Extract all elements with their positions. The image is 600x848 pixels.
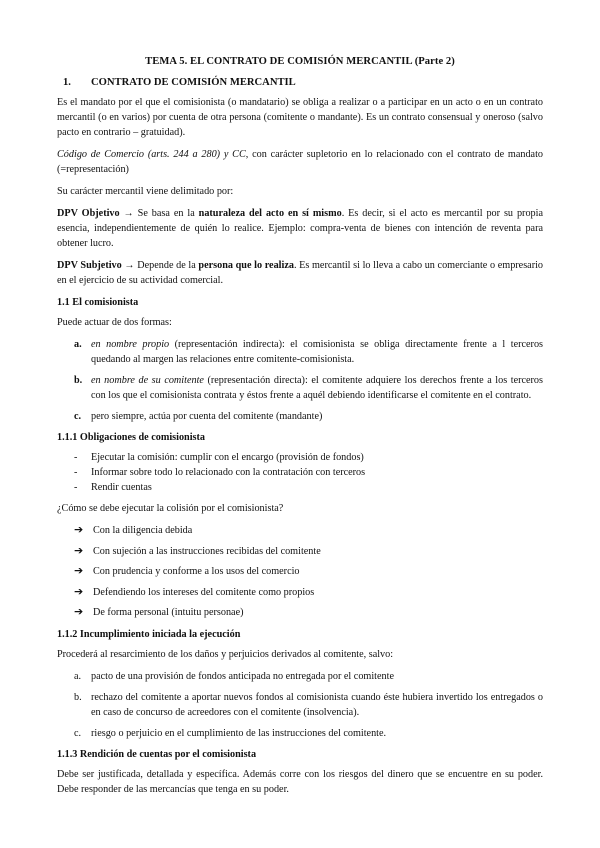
list-marker: c.	[74, 411, 82, 422]
subsection-lead-1-1-2: Procederá al resarcimiento de los daños y perjuicios derivados al comitente, salvo:	[57, 649, 394, 661]
dash-marker: -	[74, 452, 78, 463]
dash-marker: -	[74, 467, 78, 478]
list-item	[57, 523, 543, 538]
list-item	[57, 373, 543, 403]
list-item-text: rechazo del comitente a aportar nuevos fondos al comisionista cuando éste hubiera invertido los entregados o en caso de concurso de acreedores con el comitente (insolvencia).	[91, 692, 543, 719]
list-item-text: pero siempre, actúa por cuenta del comitente (mandante)	[91, 411, 323, 422]
list-item	[57, 450, 543, 465]
list-marker: b.	[74, 692, 82, 704]
execution-question: ¿Cómo se debe ejecutar la colisión por el comisionista?	[57, 503, 284, 514]
arrow-icon: ➔	[74, 564, 84, 578]
code-reference-paragraph	[57, 147, 543, 177]
document-page	[57, 54, 543, 804]
list-item-text: Ejecutar la comisión: cumplir con el encargo (provisión de fondos)	[91, 452, 364, 463]
dpv-subjective-paragraph	[57, 258, 543, 288]
definition-paragraph: Es el mandato por el que el comisionista (o mandatario) se obliga a realizar o a participar en un acto o en un contrato mercantil (o en varios) por cuenta de otra persona (comitente o mandante). Es un contrato consensual y oneroso (salvo pacto en contrario – gratuidad).	[57, 97, 543, 138]
execution-arrows-list	[57, 523, 543, 620]
list-item	[57, 409, 543, 424]
dpv-subjective-arrow-text: → Depende de la	[121, 260, 199, 271]
dpv-subjective-bold: persona que lo realiza	[198, 260, 294, 271]
list-item-italic: en nombre propio	[91, 339, 170, 350]
arrow-icon: ➔	[74, 605, 84, 619]
accounts-paragraph: Debe ser justificada, detallada y específica. Además corre con los riesgos del dinero que se encuentre en su poder. Debe responder de las mercancías que tenga en su poder.	[57, 769, 543, 796]
character-paragraph: Su carácter mercantil viene delimitado por:	[57, 186, 234, 197]
dpv-objective-label: DPV Objetivo	[57, 208, 120, 219]
list-marker: a.	[74, 671, 82, 683]
list-marker: c.	[74, 728, 82, 740]
list-item-text: pacto de una provisión de fondos anticipada no entregada por el comitente	[91, 671, 394, 683]
subsection-heading-1-1-2: 1.1.2 Incumplimiento iniciada la ejecución	[57, 629, 241, 641]
list-item-text: riesgo o perjuicio en el cumplimiento de las instrucciones del comitente.	[91, 728, 387, 740]
list-item	[57, 690, 543, 720]
list-item-text: Rendir cuentas	[91, 482, 152, 493]
list-item	[57, 605, 543, 620]
list-item-text: Defendiendo los intereses del comitente como propios	[93, 586, 315, 598]
dpv-subjective-rest: . Es mercantil si lo lleva a cabo un comerciante o empresario en el ejercicio de su actividad comercial.	[57, 260, 544, 286]
list-marker: a.	[74, 339, 82, 350]
dpv-objective-bold: naturaleza del acto en sí mismo	[198, 208, 342, 219]
list-item-text: Con sujeción a las instrucciones recibidas del comitente	[93, 545, 321, 557]
list-item	[57, 337, 543, 367]
dash-marker: -	[74, 482, 78, 493]
arrow-icon: ➔	[74, 584, 84, 598]
dpv-objective-paragraph	[57, 206, 543, 251]
exceptions-list	[57, 669, 543, 741]
arrow-icon: ➔	[74, 523, 84, 536]
subsection-heading-1-1-3: 1.1.3 Rendición de cuentas por el comisionista	[57, 749, 257, 761]
list-item-text: Con prudencia y conforme a los usos del comercio	[93, 566, 300, 578]
document-title: TEMA 5. EL CONTRATO DE COMISIÓN MERCANTIL (Parte 2)	[145, 56, 455, 67]
forms-list	[57, 337, 543, 424]
list-item	[57, 726, 543, 741]
subsection-heading-1-1-1: 1.1.1 Obligaciones de comisionista	[57, 432, 206, 443]
list-item	[57, 669, 543, 684]
list-item-text: (representación indirecta): el comisionista se obliga directamente frente a l terceros quedando al margen las relaciones entre comitente-comisionista.	[91, 339, 543, 365]
code-reference-rest: , con carácter supletorio en lo relacionado con el contrato de mandato (=representación)	[57, 149, 543, 175]
obligations-list	[57, 450, 543, 495]
subsection-heading-1-1: 1.1 El comisionista	[57, 297, 139, 308]
list-item	[57, 585, 543, 600]
list-item-italic: en nombre de su comitente	[91, 375, 204, 386]
list-item	[57, 465, 543, 480]
section-title: CONTRATO DE COMISIÓN MERCANTIL	[91, 77, 296, 88]
dpv-subjective-label: DPV Subjetivo	[57, 260, 122, 271]
arrow-icon: ➔	[74, 543, 84, 557]
list-marker: b.	[74, 375, 83, 386]
list-item-text: De forma personal (intuitu personae)	[93, 607, 244, 619]
list-item-text: (representación directa): el comitente adquiere los derechos frente a los terceros con los que el comisionista contrata y éstos frente a aquél debiendo identificarse el comitente en el contrato.	[91, 375, 543, 401]
list-item	[57, 544, 543, 559]
dpv-objective-rest: . Es decir, si el acto es mercantil por su propia esencia, independientemente de quién lo realice. Ejemplo: compra-venta de bienes con intención de reventa para obtener lucro.	[57, 208, 543, 249]
dpv-objective-arrow-text: → Se basa en la	[119, 208, 199, 219]
section-number: 1.	[63, 77, 71, 88]
list-item	[57, 564, 543, 579]
section-heading	[57, 75, 543, 90]
list-item-text: Informar sobre todo lo relacionado con la contratación con terceros	[91, 467, 366, 478]
list-item-text: Con la diligencia debida	[93, 525, 193, 536]
code-reference-italic: Código de Comercio (arts. 244 a 280) y CC	[57, 149, 246, 160]
subsection-lead-1-1: Puede actuar de dos formas:	[57, 317, 172, 328]
list-item	[57, 480, 543, 495]
